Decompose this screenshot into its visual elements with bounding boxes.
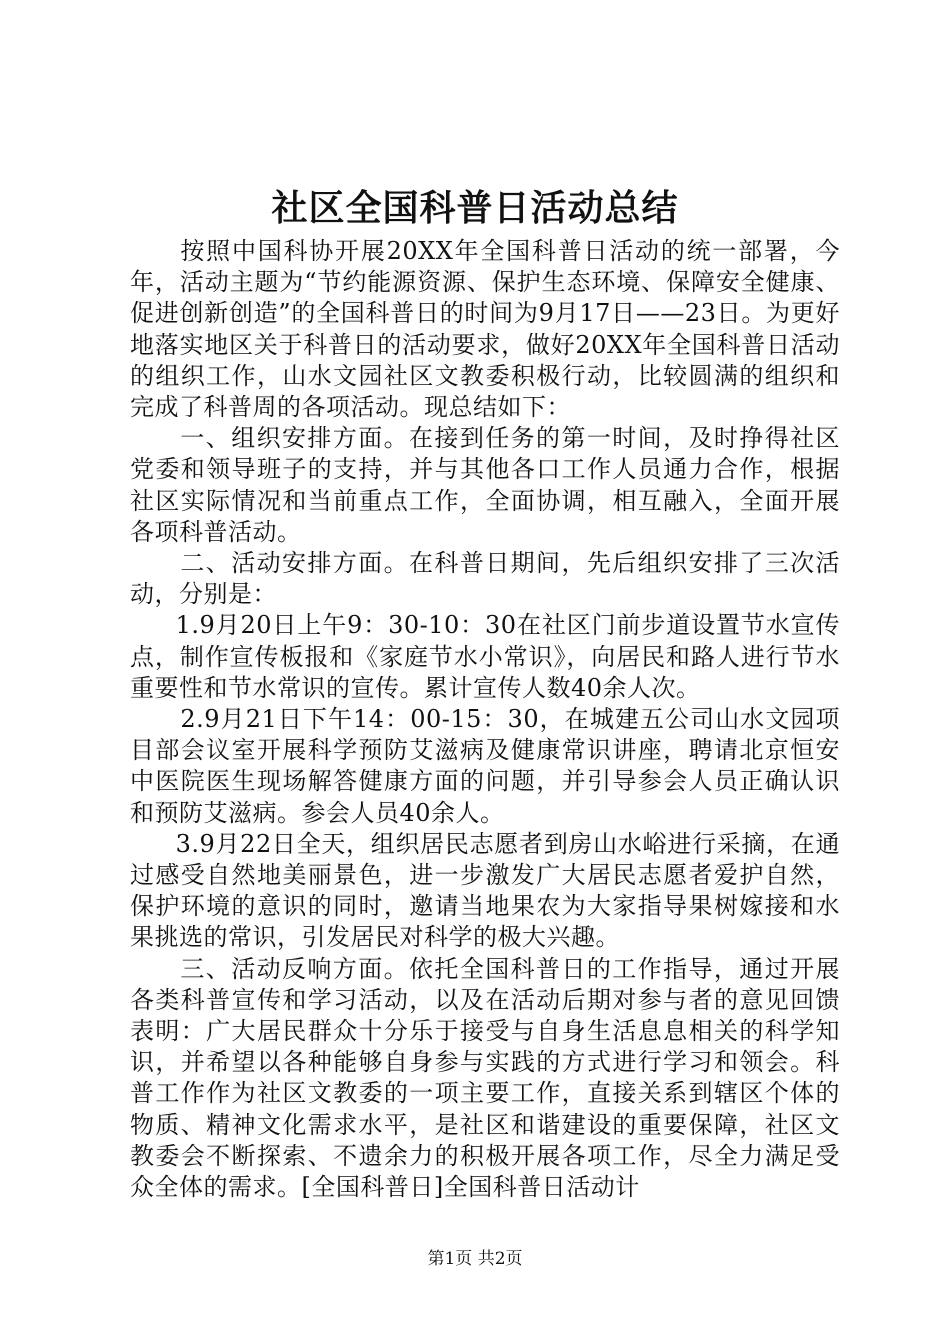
section-activities-paragraph: 二、活动安排方面。在科普日期间，先后组织安排了三次活动，分别是： <box>130 549 840 609</box>
section-feedback-paragraph: 三、活动反响方面。依托全国科普日的工作指导，通过开展各类科普宣传和学习活动，以及在活动后期对参与者的意见回馈表明：广大居民群众十分乐于接受与自身生活息息相关的科学知识，并希望以各种能够自身参与实践的方式进行学习和领会。科普工作作为社区文教委的一项主要工作，直接关系到辖区个体的物质、精神文化需求水平，是社区和谐建设的重要保障，社区文教委会不断探索、不遗余力的积极开展各项工作，尽全力满足受众全体的需求。[全国科普日]全国科普日活动计 <box>130 954 840 1202</box>
activity-item-2: 2.9月21日下午14：00-15：30，在城建五公司山水文园项目部会议室开展科学预防艾滋病及健康常识讲座，聘请北京恒安中医院医生现场解答健康方面的问题，并引导参会人员正确认识和预防艾滋病。参会人员40余人。 <box>130 705 840 827</box>
intro-paragraph: 按照中国科协开展20XX年全国科普日活动的统一部署，今年，活动主题为“节约能源资源、保护生态环境、保障安全健康、促进创新创造”的全国科普日的时间为9月17日——23日。为更好地落实地区关于科普日的活动要求，做好20XX年全国科普日活动的组织工作，山水文园社区文教委积极行动，比较圆满的组织和完成了科普周的各项活动。现总结如下： <box>130 237 840 422</box>
activity-item-3: 3.9月22日全天，组织居民志愿者到房山水峪进行采摘，在通过感受自然地美丽景色，进一步激发广大居民志愿者爱护自然，保护环境的意识的同时，邀请当地果农为大家指导果树嫁接和水果挑选的常识，引发居民对科学的极大兴趣。 <box>130 829 840 952</box>
page-number-footer: 第1页 共2页 <box>427 1249 523 1269</box>
document-body <box>130 236 840 1203</box>
activity-item-1: 1.9月20日上午9：30-10：30在社区门前步道设置节水宣传点，制作宣传板报和《家庭节水小常识》，向居民和路人进行节水重要性和节水常识的宣传。累计宣传人数40余人次。 <box>130 611 840 702</box>
section-organization-paragraph: 一、组织安排方面。在接到任务的第一时间，及时挣得社区党委和领导班子的支持，并与其他各口工作人员通力合作，根据社区实际情况和当前重点工作，全面协调，相互融入，全面开展各项科普活动。 <box>130 424 840 546</box>
document-title: 社区全国科普日活动总结 <box>271 187 679 229</box>
